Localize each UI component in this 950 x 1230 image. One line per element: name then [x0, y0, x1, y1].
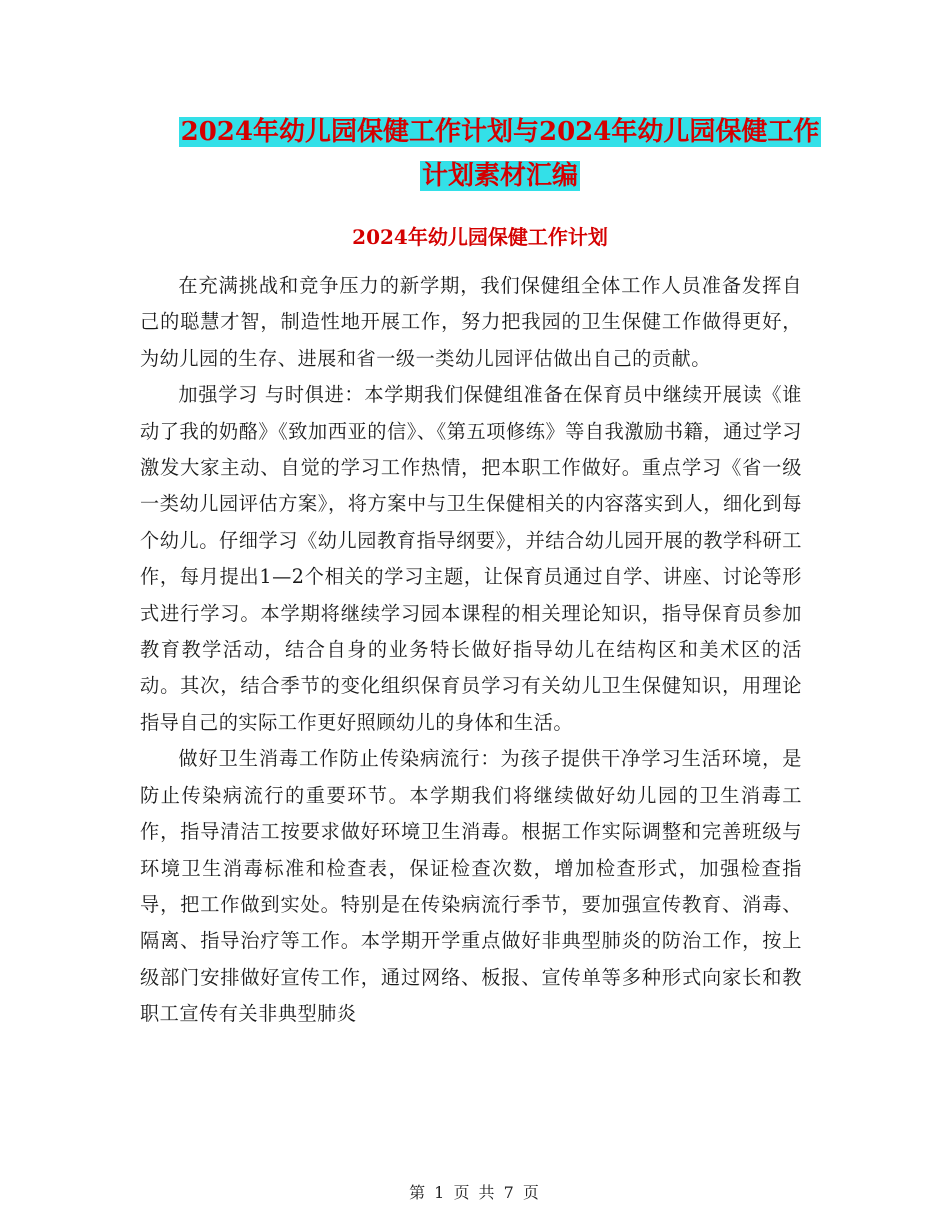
document-body [140, 268, 802, 1033]
paragraph-disinfection: 做好卫生消毒工作防止传染病流行：为孩子提供干净学习生活环境，是防止传染病流行的重要环节。本学期我们将继续做好幼儿园的卫生消毒工作，指导清洁工按要求做好环境卫生消毒。根据工作实际调整和完善班级与环境卫生消毒标准和检查表，保证检查次数，增加检查形式，加强检查指导，把工作做到实处。特别是在传染病流行季节，要加强宣传教育、消毒、隔离、指导治疗等工作。本学期开学重点做好非典型肺炎的防治工作，按上级部门安排做好宣传工作，通过网络、板报、宣传单等多种形式向家长和教职工宣传有关非典型肺炎 [140, 747, 802, 1026]
document-title [140, 110, 860, 198]
document-title-line-2: 计划素材汇编 [421, 161, 578, 191]
paragraph-study: 加强学习 与时俱进：本学期我们保健组准备在保育员中继续开展读《谁动了我的奶酪》《致加西亚的信》、《第五项修练》等自我激励书籍，通过学习激发大家主动、自觉的学习工作热情，把本职工作做好。重点学习《省一级一类幼儿园评估方案》，将方案中与卫生保健相关的内容落实到人，细化到每个幼儿。仔细学习《幼儿园教育指导纲要》，并结合幼儿园开展的教学科研工作，每月提出1—2个相关的学习主题，让保育员通过自学、讲座、讨论等形式进行学习。本学期将继续学习园本课程的相关理论知识，指导保育员参加教育教学活动，结合自身的业务特长做好指导幼儿在结构区和美术区的活动。其次，结合季节的变化组织保育员学习有关幼儿卫生保健知识，用理论指导自己的实际工作更好照顾幼儿的身体和生活。 [140, 383, 802, 734]
paragraph-intro: 在充满挑战和竞争压力的新学期，我们保健组全体工作人员准备发挥自己的聪慧才智，制造性地开展工作，努力把我园的卫生保健工作做得更好，为幼儿园的生存、进展和省一级一类幼儿园评估做出自己的贡献。 [140, 274, 802, 370]
section-title: 2024年幼儿园保健工作计划 [352, 225, 608, 249]
page-footer: 第 1 页 共 7 页 [409, 1183, 541, 1202]
document-title-line-1: 2024年幼儿园保健工作计划与2024年幼儿园保健工作 [180, 117, 820, 147]
